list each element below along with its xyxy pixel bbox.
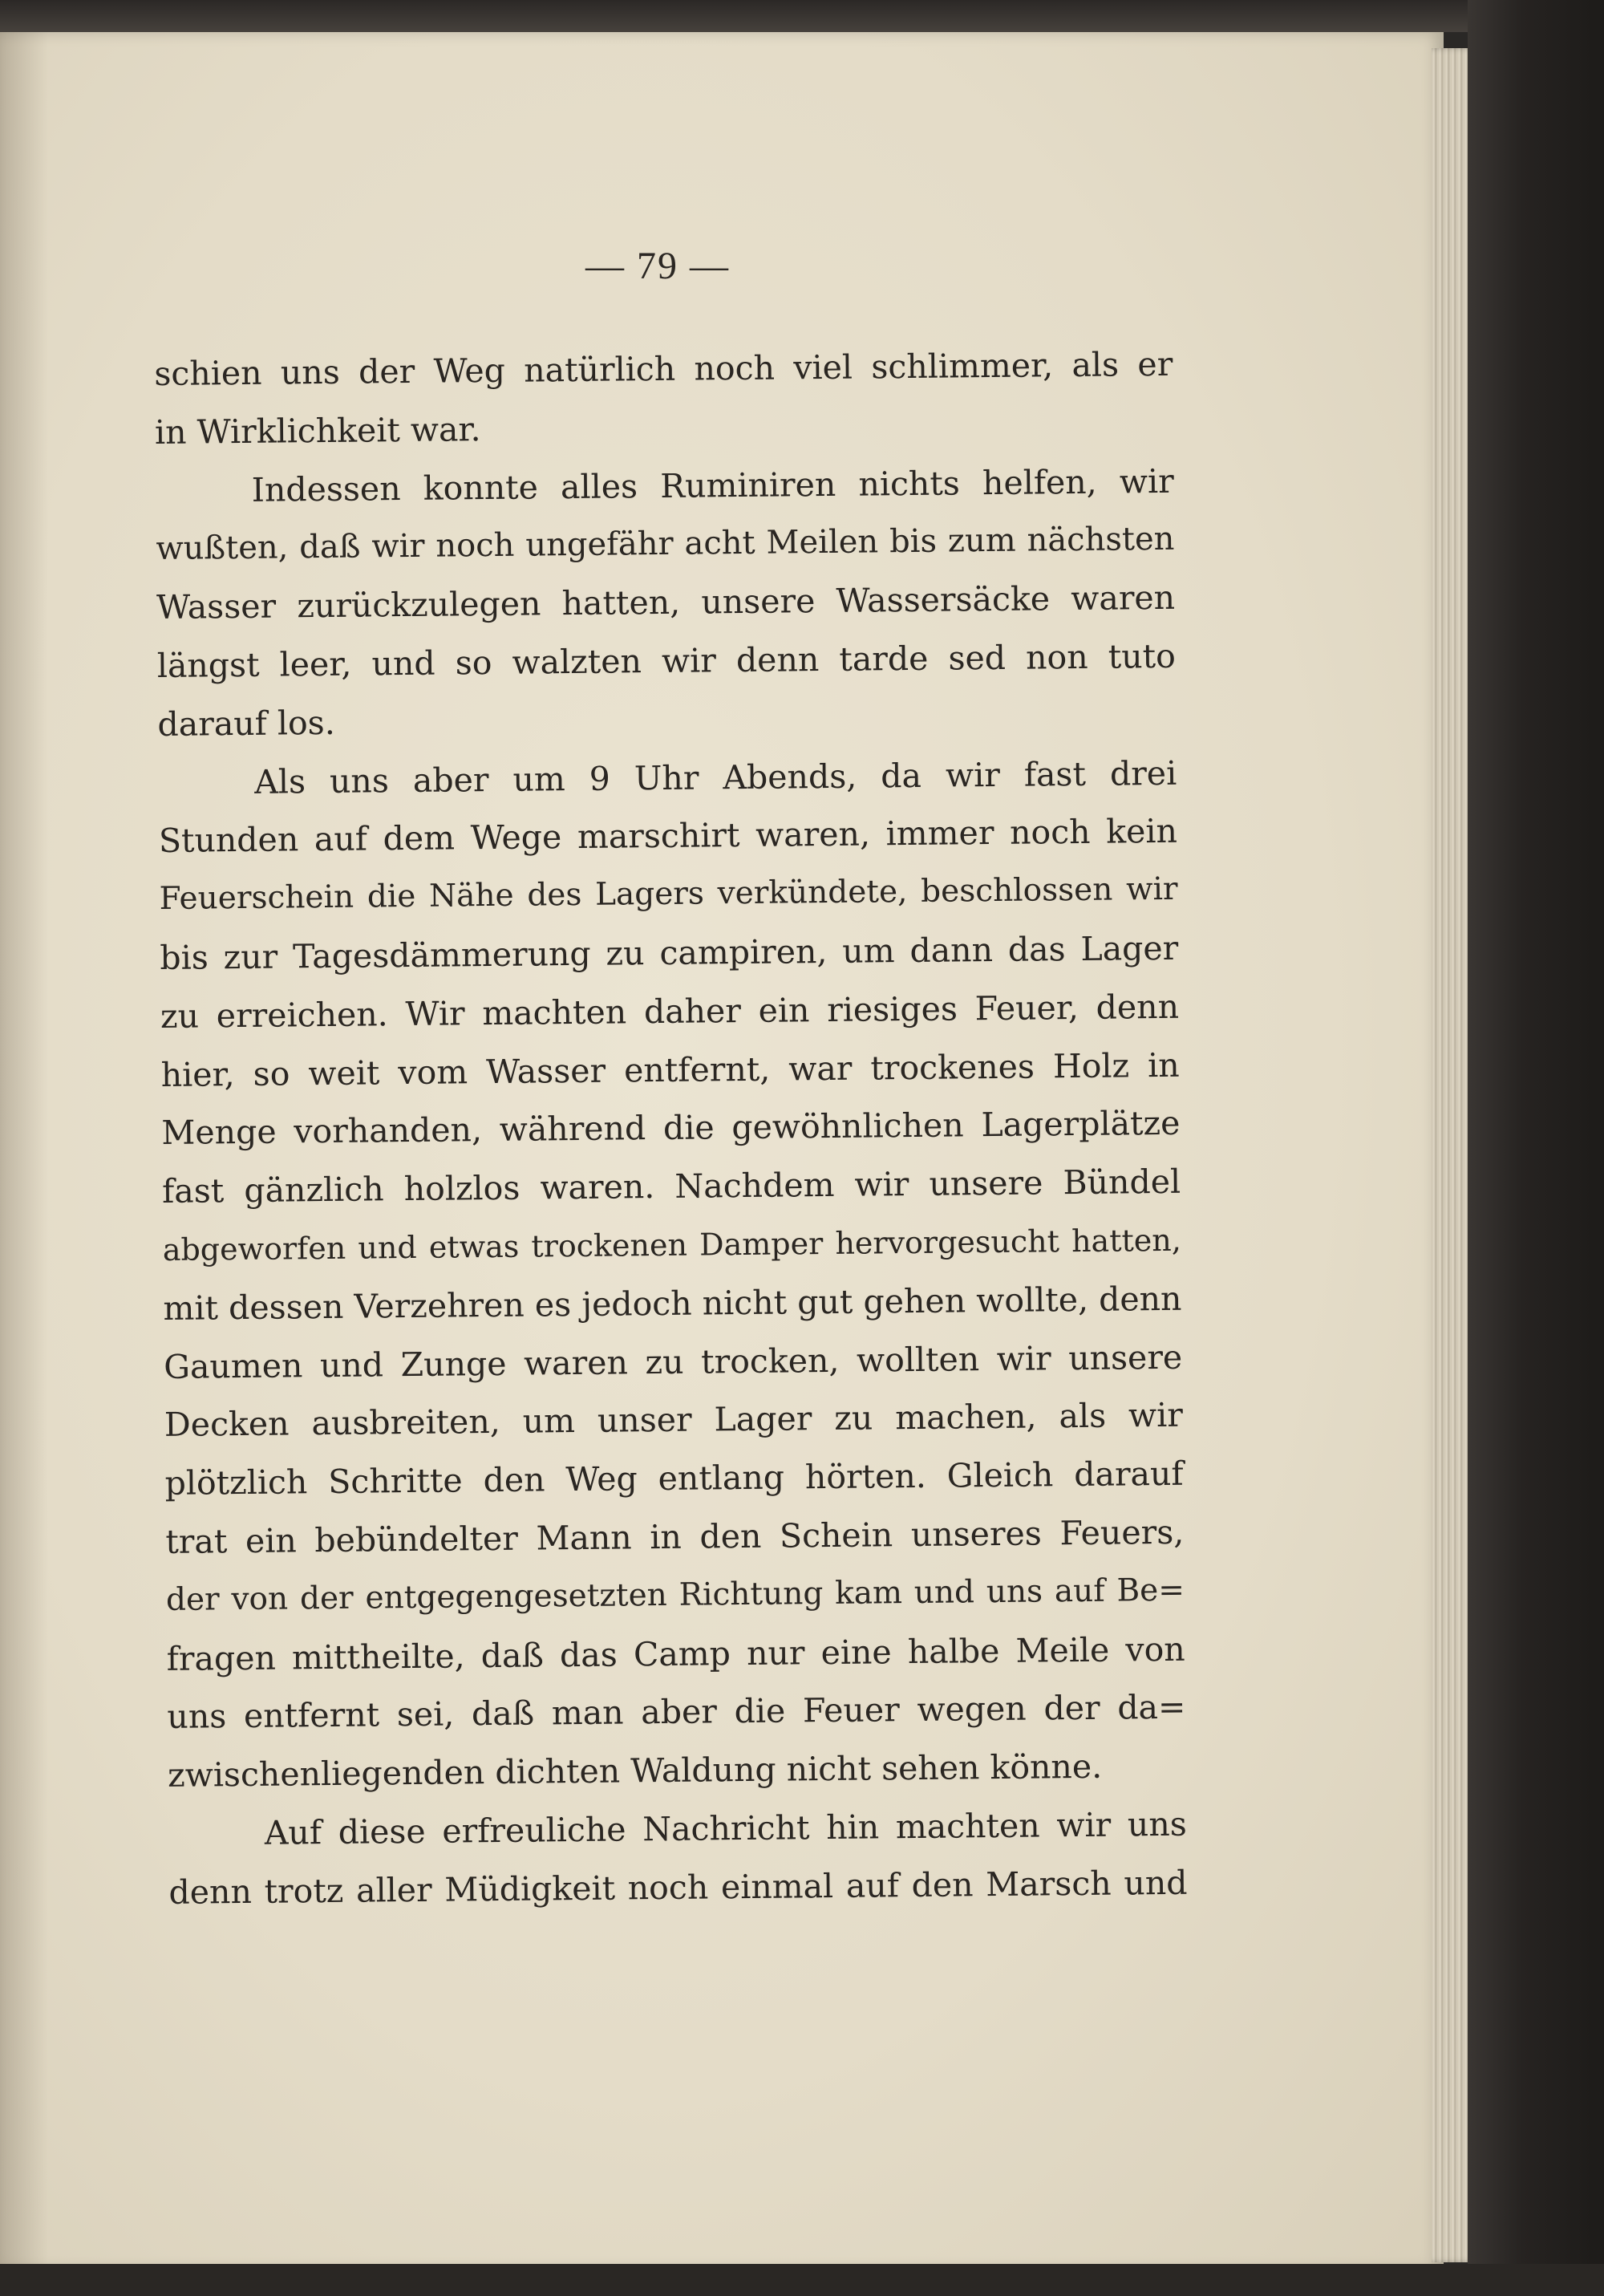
text-line: hier, so weit vom Wasser entfernt, war trockenes Holz in <box>160 1045 1180 1094</box>
text-line: Gaumen und Zunge waren zu trocken, wollten wir unsere <box>163 1337 1183 1386</box>
text-block <box>154 335 1188 1922</box>
text-line: in Wirklichkeit war. <box>154 409 481 452</box>
text-line: längst leer, und so walzten wir denn tarde sed non tuto <box>156 636 1177 685</box>
book-cover-bottom <box>0 2264 1604 2296</box>
text-line: mit dessen Verzehren es jedoch nicht gut gehen wollte, denn <box>163 1279 1182 1328</box>
text-line: Menge vorhanden, während die gewöhnlichen Lagerplätze <box>161 1104 1181 1153</box>
text-line: fast gänzlich holzlos waren. Nachdem wir unsere Bündel <box>161 1162 1181 1211</box>
text-line: Indessen konnte alles Ruminiren nichts helfen, wir <box>251 461 1174 509</box>
text-line: Als uns aber um 9 Uhr Abends, da wir fast drei <box>254 753 1177 801</box>
text-line: zu erreichen. Wir machten daher ein riesiges Feuer, denn <box>160 987 1180 1036</box>
text-line: abgeworfen und etwas trockenen Damper hervorgesucht hatten, <box>162 1222 1181 1268</box>
text-line: Wasser zurückzulegen hatten, unsere Wassersäcke waren <box>156 578 1176 627</box>
text-line: uns entfernt sei, daß man aber die Feuer wegen der da= <box>167 1688 1186 1737</box>
book-cover-right <box>1468 0 1604 2296</box>
text-line: fragen mittheilte, daß das Camp nur eine halbe Meile von <box>166 1629 1185 1678</box>
text-line: zwischenliegenden dichten Waldung nicht sehen könne. <box>167 1746 1103 1795</box>
text-line: plötzlich Schritte den Weg entlang hörten. Gleich darauf <box>164 1454 1184 1503</box>
text-line: der von der entgegengesetzten Richtung kam und uns auf Be= <box>165 1572 1185 1618</box>
text-line: Feuerschein die Nähe des Lagers verkündete, beschlossen wir <box>159 870 1178 918</box>
text-line: Stunden auf dem Wege marschirt waren, immer noch kein <box>158 812 1178 861</box>
text-line: Decken ausbreiten, um unser Lager zu machen, als wir <box>164 1396 1184 1445</box>
page-number: — 79 — <box>585 245 730 287</box>
text-line: bis zur Tagesdämmerung zu campiren, um dann das Lager <box>160 928 1179 977</box>
book-cover-top <box>0 0 1604 32</box>
text-line: darauf los. <box>157 703 335 744</box>
text-line: trat ein bebündelter Mann in den Schein unseres Feuers, <box>165 1512 1185 1561</box>
text-line: wußten, daß wir noch ungefähr acht Meilen bis zum nächsten <box>156 521 1175 568</box>
gutter-shadow <box>0 32 48 2270</box>
text-line: Auf diese erfreuliche Nachricht hin machten wir uns <box>264 1804 1187 1852</box>
text-line: schien uns der Weg natürlich noch viel schlimmer, als er <box>154 344 1173 393</box>
text-line: denn trotz aller Müdigkeit noch einmal auf den Marsch und <box>168 1863 1188 1912</box>
